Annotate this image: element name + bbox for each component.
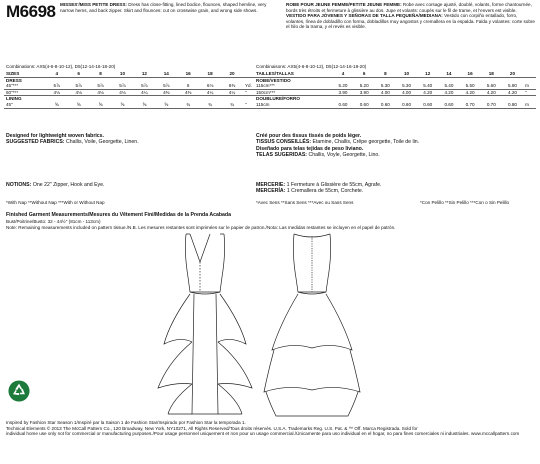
spanish-description-text: Vestido con corpiño entallado, forro, volantes, línea de dobladillo con forma, dobladillos muy angostos y cremallera en la espalda. Falda y volantes: corte sobre el hilo de la trama, y el revés es visible. [286,13,535,30]
spanish-nap-note: *Con Pelillo **Sin Pelillo ***Con o Sin Pelillo [420,200,510,205]
pattern-number: M6698 [6,2,56,21]
dress-front-view [150,232,260,418]
finished-measurements-title: Finished Garment Measurements/Mesures du Vêtement Fini/Medidas de la Prenda Acabada [6,212,231,218]
french-fabric-info: Créé pour des tissus tissés de poids léger. TISSUS CONSEILLÉS: Etamine, Challis, Crêpe georgette, Toile de lin. Diseñado para telas tejidas de peso liviano. TELAS SUGERIDAS: Challis, Voyle, Georgette, Lino. [256,133,420,159]
table-row: DOUBLURE/FORRO [256,96,300,102]
english-notions: NOTIONS: One 22" Zipper, Hook and Eye. [6,182,105,188]
table-row: 115cm 0.60 0.60 0.60 0.60 0.60 0.60 0.70 0.70 0.80 m [254,102,536,108]
french-description-text: Robe avec corsage ajusté, doublé, volants, forme chantournée, bords très étroits et fermeture à glissière au dos. Jupe et volants: coupés sur le fil de trame, et l'envers est visible. [286,2,532,13]
table-row: TAILLES/TALLAS 4 6 8 10 12 14 16 18 20 [254,71,536,77]
table-row: SIZES 4 6 8 10 12 14 16 18 20 [4,71,266,77]
table-row: 150cm*** 3.90 3.90 4.00 4.00 4.20 4.20 4.20 4.20 4.20 " [254,89,536,96]
english-yardage-table [4,71,266,109]
french-description [286,2,536,30]
table-row: 45" ⅝ ⅝ ⅝ ⅝ ⅝ ⅝ ¾ ¾ ¾ " [4,102,266,108]
finished-bust: Bust/Poitrine/Busto: 32 - 44½" (81cm - 113cm) [6,219,101,224]
spanish-title: VESTIDO PARA JÓVENES Y SEÑORAS DE TALLA PEQUEÑA/MEDIANA: [286,13,443,19]
footer-line-1: Inspired by Fashion Star Season 1/Inspiré par la Saison 1 de Fashion Star/Inspirado por Fashion Star la temporada 1. [6,420,246,425]
english-designed-for: Designed for lightweight woven fabrics. [6,133,104,139]
dress-back-view [262,232,362,418]
french-yardage-table [254,71,536,109]
french-title: ROBE POUR JEUNE FEMME/PETITE JEUNE FEMME: [286,2,402,7]
english-nap-note: *With Nap **Without Nap ***With or Without Nap [6,200,105,205]
french-notions: MERCERIE: 1 Fermeture à Glissière de 55cm, Agrafe. MERCERÍA: 1 Cremallera de 55cm, Corchete. [256,182,382,195]
finished-note: Note: Remaining measurements included on pattern tissue./N.B. Les mesures restantes sont imprimées sur le papier de patron./Nota: Las medidas restantes se incluyen en el papel de patrón. [6,225,396,230]
french-combinations: Combinaisons: AX5(4-6-8-10-12), D5(12-14-16-18-20) [256,64,367,69]
english-fabric-info [6,133,266,146]
recycle-icon [8,380,30,402]
footer [6,420,536,437]
table-row: LINING [6,96,22,102]
english-combinations: Combinations: AX5(4-6-8-10-12), D5(12-14-16-18-20) [6,64,116,69]
table-row: 115cm*** 5.20 5.20 5.30 5.30 5.40 5.40 5.50 5.60 5.80 m [254,83,536,89]
table-row: DRESS [6,77,22,83]
english-description [60,2,278,13]
english-description-text: Dress has close-fitting, lined bodice, flounces, shaped hemline, very narrow hems, and back zipper. Skirt and flounces: cut on crosswise grain, and wrong side shows. [60,2,267,13]
table-row: ROBE/VESTIDO [256,77,291,83]
english-suggested: SUGGESTED FABRICS: Challis, Voile, Georgette, Linen. [6,139,139,146]
english-title: MISSES'/MISS PETITE DRESS: [60,2,127,7]
french-nap-note: *Avec Sens **Sans Sens ***Avec ou Sans Sens [256,200,354,205]
footer-line-2: Technical Elements © 2013 The McCall Pattern Co., 120 Broadway, New York, NY10271, All Rights Reserved/Tous droits réservés. U.S.A. Trademarks Reg. U.S. Pat. & ™ Off. Marca Registrada. Sold for [6,425,418,431]
table-row: 45"*** 5⅞ 5⅞ 5⅞ 5⅞ 5⅞ 5⅞ 6 6⅛ 6⅜ Yd. [4,83,266,89]
table-row: 60"*** 4⅛ 4⅛ 4⅛ 4⅛ 4¼ 4⅜ 4⅜ 4¼ 4¼ " [4,89,266,96]
footer-line-3: individual home use only not for commercial or manufacturing purposes./Pour usage personnel uniquement et non pour un usage commercial./Únicamente para uso individual en el hogar, no para fines comerciales ni industriales. www.mccallpattern.com [6,431,520,437]
